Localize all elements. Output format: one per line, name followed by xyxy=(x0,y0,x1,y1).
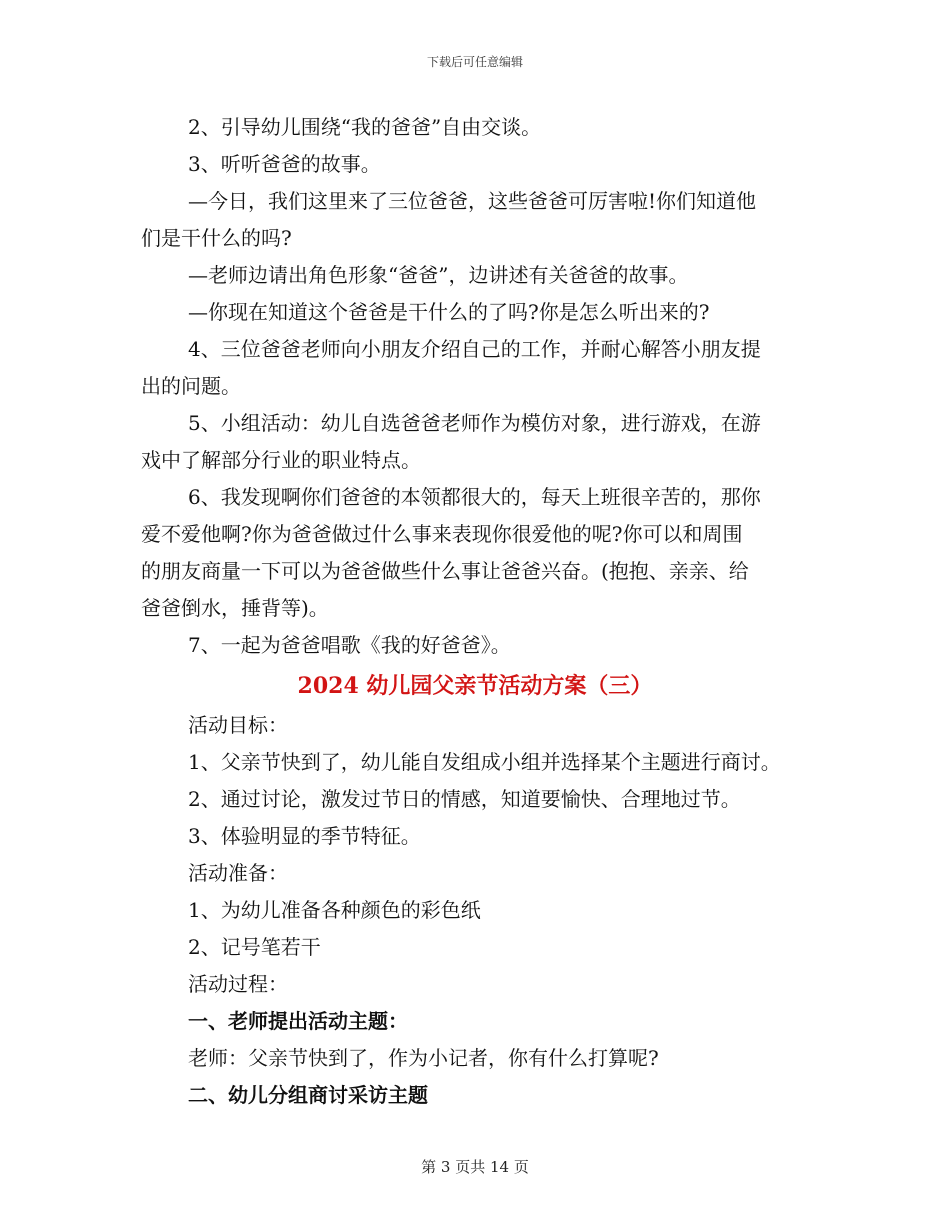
paragraph-line: 出的问题。 xyxy=(141,374,241,398)
paragraph-line: 3、体验明显的季节特征。 xyxy=(188,824,421,848)
paragraph-line: 1、为幼儿准备各种颜色的彩色纸 xyxy=(188,898,481,922)
paragraph-line: —今日，我们这里来了三位爸爸，这些爸爸可厉害啦!你们知道他 xyxy=(188,189,757,213)
page-header: 下载后可任意编辑 xyxy=(426,55,523,69)
paragraph-line: 1、父亲节快到了，幼儿能自发组成小组并选择某个主题进行商讨。 xyxy=(188,750,781,774)
section-label: 活动过程： xyxy=(188,972,288,996)
paragraph-line: 5、小组活动：幼儿自选爸爸老师作为模仿对象，进行游戏，在游 xyxy=(188,411,761,435)
paragraph-line: 爱不爱他啊?你为爸爸做过什么事来表现你很爱他的呢?你可以和周围 xyxy=(141,522,743,546)
paragraph-line: 4、三位爸爸老师向小朋友介绍自己的工作，并耐心解答小朋友提 xyxy=(188,337,761,361)
paragraph-line: —你现在知道这个爸爸是干什么的了吗?你是怎么听出来的? xyxy=(188,300,710,324)
section-label: 活动目标： xyxy=(188,713,288,737)
paragraph-line: 3、听听爸爸的故事。 xyxy=(188,152,381,176)
paragraph-line: 的朋友商量一下可以为爸爸做些什么事让爸爸兴奋。(抱抱、亲亲、给 xyxy=(141,559,749,583)
subheading: 一、老师提出活动主题： xyxy=(188,1009,408,1033)
paragraph-line: 6、我发现啊你们爸爸的本领都很大的，每天上班很辛苦的，那你 xyxy=(188,485,761,509)
paragraph-line: 7、一起为爸爸唱歌《我的好爸爸》。 xyxy=(188,633,511,657)
paragraph-line: 2、通过讨论，激发过节日的情感，知道要愉快、合理地过节。 xyxy=(188,787,741,811)
paragraph-line: 爸爸倒水，捶背等)。 xyxy=(141,596,329,620)
paragraph-line: 2、引导幼儿围绕“我的爸爸”自由交谈。 xyxy=(188,115,542,139)
paragraph-line: 2、记号笔若干 xyxy=(188,935,321,959)
paragraph-line: 戏中了解部分行业的职业特点。 xyxy=(141,448,421,472)
section-title: 2024 幼儿园父亲节活动方案（三） xyxy=(297,673,653,699)
subheading: 二、幼儿分组商讨采访主题 xyxy=(188,1083,428,1107)
page-footer: 第 3 页共 14 页 xyxy=(421,1158,529,1176)
paragraph-line: —老师边请出角色形象“爸爸”，边讲述有关爸爸的故事。 xyxy=(188,263,689,287)
section-label: 活动准备： xyxy=(188,861,288,885)
paragraph-line: 老师：父亲节快到了，作为小记者，你有什么打算呢? xyxy=(188,1046,659,1070)
paragraph-line: 们是干什么的吗? xyxy=(141,226,292,250)
